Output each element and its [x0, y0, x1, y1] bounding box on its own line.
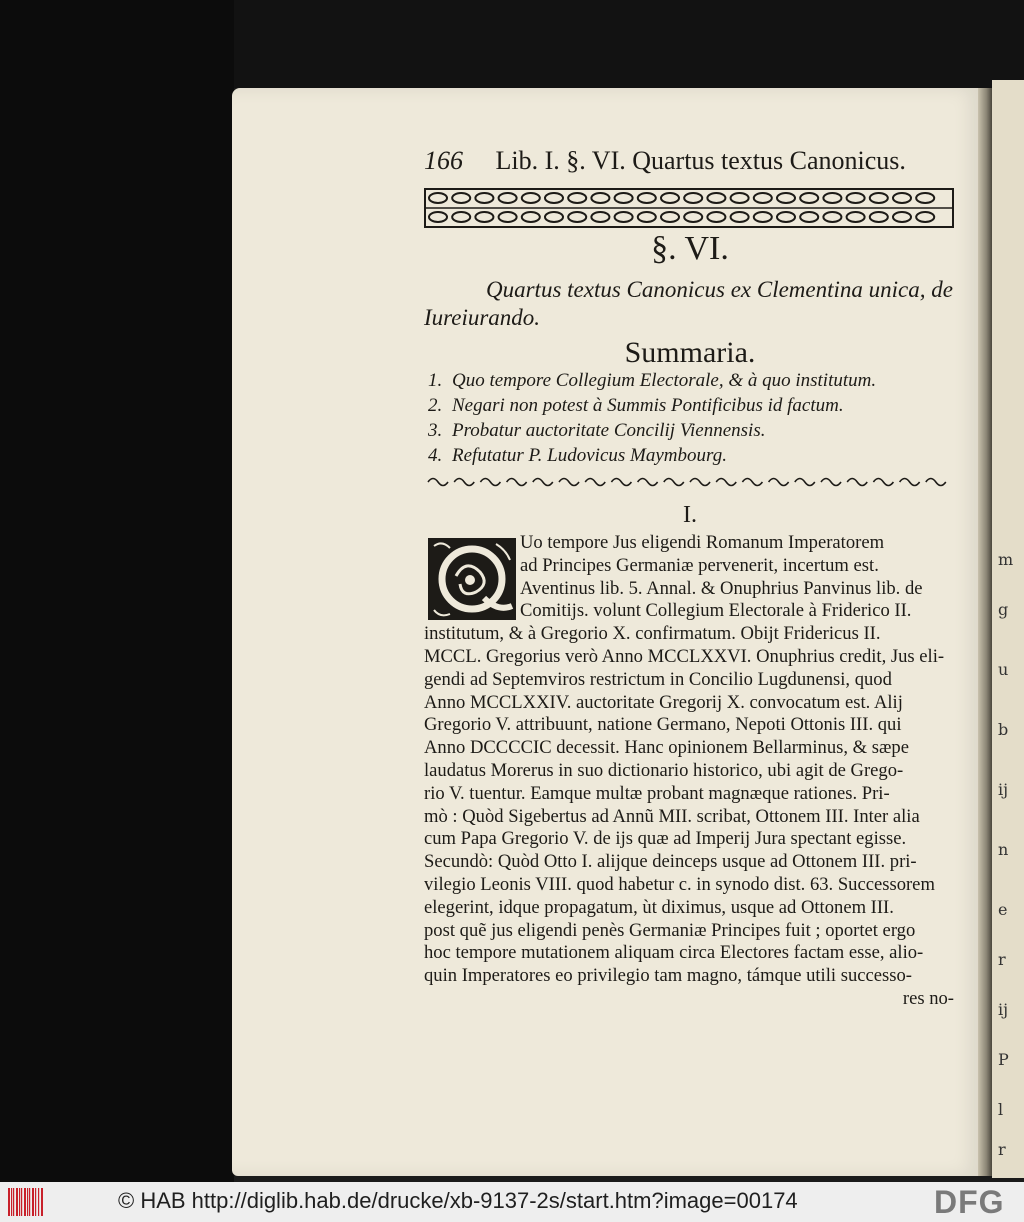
- running-header: [424, 146, 956, 176]
- summaria-item: 4. Refutatur P. Ludovicus Maymbourg.: [428, 445, 727, 466]
- facing-page-fragment: e: [998, 900, 1008, 919]
- text-line: post quẽ jus eligendi penès Germaniæ Principes fuit ; oportet ergo: [424, 919, 916, 941]
- barcode-icon: [8, 1188, 44, 1216]
- summaria-title: Summaria.: [624, 336, 756, 369]
- facing-page-fragment: n: [998, 840, 1009, 859]
- text-line: Gregorio V. attribuunt, natione Germano, Nepoti Ottonis III. qui: [424, 714, 902, 736]
- facing-page-fragment: r: [998, 1140, 1006, 1159]
- facing-page-fragment: u: [998, 660, 1009, 679]
- summaria-item: 3. Probatur auctoritate Concilij Viennensis.: [428, 420, 766, 441]
- summaria-item: 2. Negari non potest à Summis Pontificibus id factum.: [428, 395, 844, 416]
- summaria-item: 1. Quo tempore Collegium Electorale, & à quo institutum.: [428, 370, 877, 391]
- paragraph-number: I.: [683, 502, 697, 528]
- ornamental-rule-icon: [424, 474, 954, 490]
- catchword: res no-: [902, 987, 954, 1009]
- book-gutter: [978, 88, 992, 1176]
- ornamental-border-icon: [424, 188, 954, 228]
- summaria-list: [428, 368, 958, 468]
- text-line: Uo tempore Jus eligendi Romanum Imperatorem: [520, 532, 885, 553]
- text-line: MCCL. Gregorius verò Anno MCCLXXVI. Onuphrius credit, Jus eli-: [424, 645, 945, 667]
- page-number: 166: [424, 146, 463, 175]
- text-line: Anno DCCCCIC decessit. Hanc opinionem Bellarminus, & sæpe: [424, 737, 909, 759]
- viewer-footer: [0, 1182, 1024, 1222]
- facing-page-fragment: ij: [998, 780, 1009, 799]
- facing-page-fragment: b: [998, 720, 1009, 739]
- text-line: Secundò: Quòd Otto I. alijque deinceps usque ad Ottonem III. pri-: [424, 851, 917, 873]
- text-line: gendi ad Septemviros restrictum in Concilio Lugdunensi, quod: [424, 668, 892, 690]
- dfg-logo: DFG: [934, 1184, 1005, 1220]
- text-line: rio V. tuentur. Eamque multæ probant magnæque rationes. Pri-: [424, 782, 890, 804]
- section-title: §. VI.: [651, 230, 729, 267]
- text-line: ad Principes Germaniæ pervenerit, incertum est.: [520, 554, 879, 576]
- text-line: cum Papa Gregorio V. de ijs quæ ad Imperij Jura spectant egisse.: [424, 828, 907, 850]
- text-line: Comitijs. volunt Collegium Electorale à Friderico II.: [520, 600, 912, 622]
- text-line: Anno MCCLXXIV. auctoritate Gregorij X. convocatum est. Alij: [424, 691, 903, 713]
- paragraph-body: [424, 532, 954, 1011]
- text-line: Aventinus lib. 5. Annal. & Onuphrius Panvinus lib. de: [520, 577, 923, 599]
- text-line: quin Imperatores eo privilegio tam magno, támque utili successo-: [424, 965, 912, 987]
- text-line: institutum, & à Gregorio X. confirmatum. Obijt Fridericus II.: [424, 623, 881, 645]
- text-line: mò : Quòd Sigebertus ad Annũ MII. scribat, Ottonem III. Inter alia: [424, 805, 920, 827]
- facing-page-fragment: r: [998, 950, 1006, 969]
- text-line: hoc tempore mutationem aliquam circa Electores factam esse, alio-: [424, 942, 924, 964]
- text-line: vilegio Leonis VIII. quod habetur c. in synodo dist. 63. Successorem: [424, 873, 935, 895]
- facing-page-fragment: ij: [998, 1000, 1009, 1019]
- facing-page-fragment: l: [998, 1100, 1004, 1119]
- text-line: elegerint, idque propagatum, ùt diximus, usque ad Ottonem III.: [424, 896, 894, 918]
- running-title: Lib. I. §. VI. Quartus textus Canonicus.: [495, 146, 906, 175]
- facing-page-fragment: m: [998, 550, 1014, 569]
- section-intro: Quartus textus Canonicus ex Clementina unica, de Iureiurando.: [424, 277, 953, 330]
- facing-page-edge: [992, 80, 1024, 1178]
- facing-page-fragment: P: [998, 1050, 1009, 1069]
- text-line: laudatus Morerus in suo dictionario historico, ubi agit de Grego-: [424, 759, 904, 781]
- copyright-link[interactable]: © HAB http://diglib.hab.de/drucke/xb-9137-2s/start.htm?image=00174: [118, 1188, 798, 1213]
- facing-page-fragment: g: [998, 600, 1009, 619]
- scan-background-left: [0, 0, 234, 1182]
